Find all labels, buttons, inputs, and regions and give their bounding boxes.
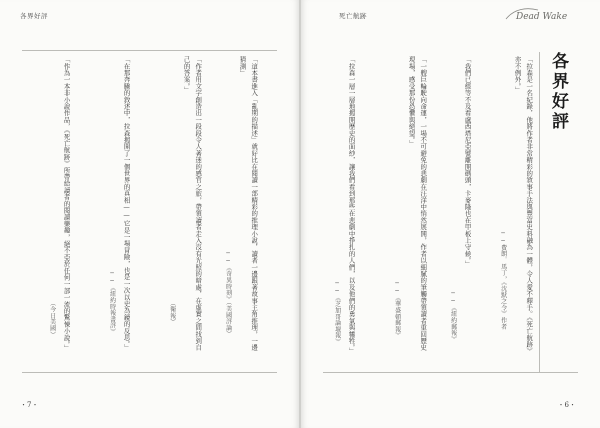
blurb-4: 「作為一本非小說作品，《死亡航跡》所帶給讀者的閱讀樂趣，絕不亞於任何一部一流的驚悚小說。」 (62, 56, 71, 352)
blurb-3: 「在那奔騰的敘述中，拉森揭開了一個世界的真相——它是一場冒險，也是一次以史為鏡的反思。」 (122, 56, 131, 351)
blurb-5: 「拉森是一名紀錄，他將作者非常精彩的敘事手法與豐富史料融為一體，令人愛不釋手。《死亡航跡》亦不例外。」 (513, 56, 534, 355)
attribution-5: ──費朗．馬丁，《沈默之令》作者 (499, 230, 507, 330)
blurb-1: 「這本書進入「亂期的描述」就好比在閱讀一部精彩的推理小說，讀者一邊跟著故事主角推理，一邊猜測」 (238, 56, 259, 351)
title-rule (539, 52, 540, 372)
dead-wake-logo-icon (500, 4, 570, 26)
rule-bottom-right (323, 372, 578, 373)
svg-text:Dead Wake: Dead Wake (516, 12, 568, 22)
page-number-left: ・7・ (20, 401, 39, 409)
attribution-1: ──《奇異時刻》（美國評論） (224, 250, 232, 338)
page-number-right: ・6・ (557, 401, 576, 409)
right-page (301, 0, 600, 428)
blurb-6: 「我們已經等不及看盧西塔尼亞號離開碼頭，卡麥隆也在甲板上守候。」 (463, 56, 472, 268)
attribution-4: （今日美國） (48, 300, 56, 338)
attribution-2: （衛報） (168, 300, 176, 326)
blurb-2: 「作者用文字創造出一段段令人著迷的感官之旅，帶領讀者走入沒有光照的暗處，在虛實之間找到自己的答案。」 (182, 56, 203, 351)
blurb-8: 「拉森一層一層地揭開歷史的面紗，讓我們看到那些在悲劇中掙扎的人們，以及他們的勇氣與犧牲。」 (347, 56, 356, 355)
running-head-right: 死亡航跡 (339, 12, 367, 20)
attribution-3: ──《紐約時報書評》 (108, 270, 116, 335)
attribution-8: ──《芝加哥論壇報》 (333, 280, 341, 345)
rule-bottom (22, 372, 277, 373)
left-page (0, 0, 299, 428)
attribution-7: ──《華盛頓郵報》 (393, 280, 401, 339)
running-head-left: 各界好評 (20, 12, 48, 20)
rule-top (22, 50, 277, 51)
blurb-7: 「一艘巨輪駛向命運，一場不可避免的悲劇在汪洋中悄然展開，作者以細膩的筆觸帶領讀者重回歷史現場，感受那份恐懼與絕望。」 (407, 56, 428, 351)
page-title: 各界好評 (548, 52, 568, 132)
attribution-6: ──《紐約郵報》 (449, 290, 457, 343)
